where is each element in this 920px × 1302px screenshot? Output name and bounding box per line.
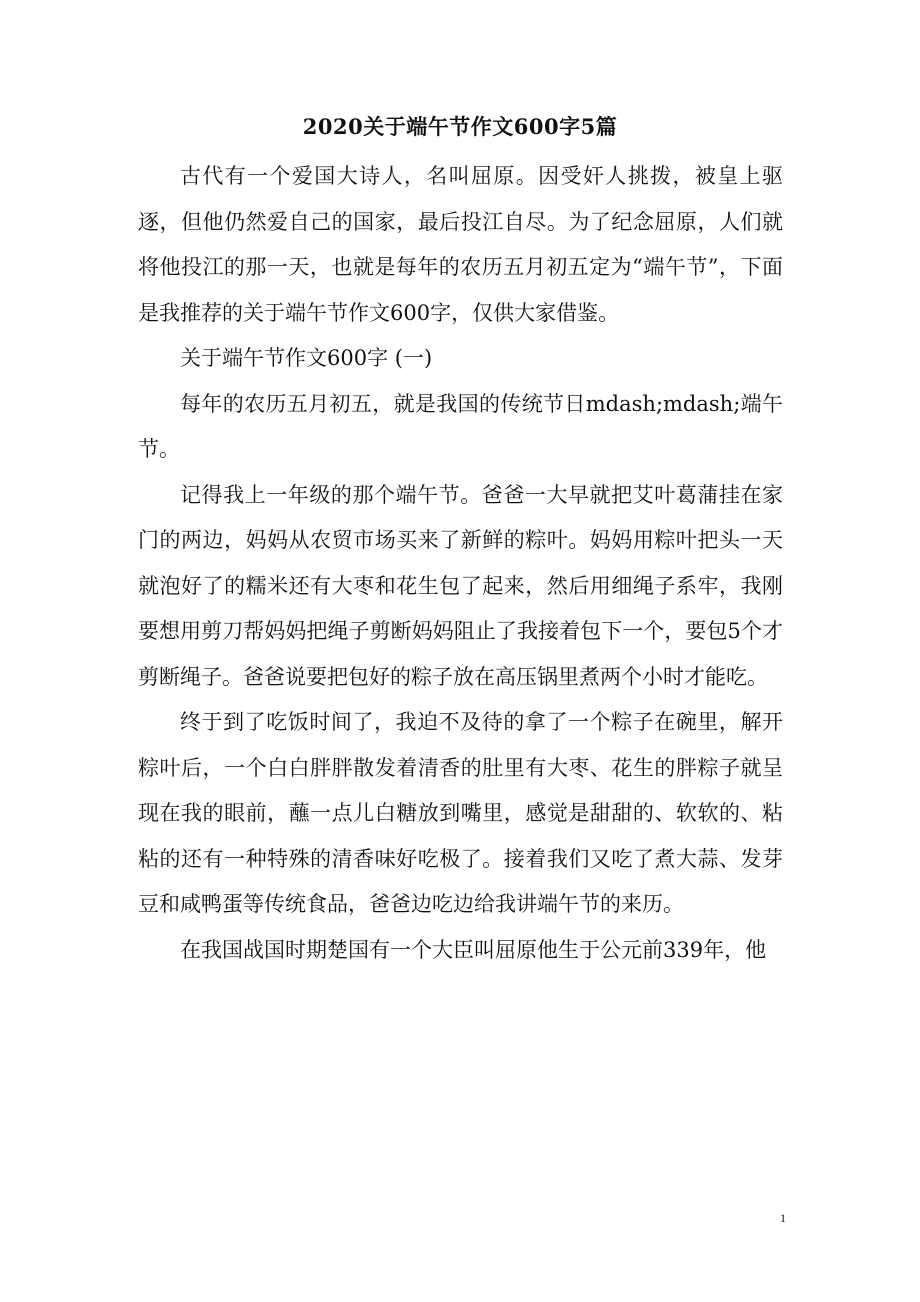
body-paragraph: 每年的农历五月初五，就是我国的传统节日mdash;mdash;端午节。 xyxy=(138,391,783,461)
page-number: 1 xyxy=(780,1211,786,1225)
intro-paragraph: 古代有一个爱国大诗人，名叫屈原。因受奸人挑拨，被皇上驱逐，但他仍然爱自己的国家，最后投江自尽。为了纪念屈原，人们就将他投江的那一天，也就是每年的农历五月初五定为“端午节”，下面是我推荐的关于端午节作文600字，仅供大家借鉴。 xyxy=(138,164,783,325)
page-title: 2020关于端午节作文600字5篇 xyxy=(302,114,618,139)
body-paragraph: 终于到了吃饭时间了，我迫不及待的拿了一个粽子在碗里，解开粽叶后，一个白白胖胖散发着清香的肚里有大枣、花生的胖粽子就呈现在我的眼前，蘸一点儿白糖放到嘴里，感觉是甜甜的、软软的、粘粘的还有一种特殊的清香味好吃极了。接着我们又吃了煮大蒜、发芽豆和咸鸭蛋等传统食品，爸爸边吃边给我讲端午节的来历。 xyxy=(138,710,783,916)
body-paragraph: 在我国战国时期楚国有一个大臣叫屈原他生于公元前339年，他 xyxy=(180,937,767,962)
section-heading: 关于端午节作文600字 (一) xyxy=(180,346,433,370)
document-body xyxy=(138,154,783,973)
body-paragraph: 记得我上一年级的那个端午节。爸爸一大早就把艾叶葛蒲挂在家门的两边，妈妈从农贸市场买来了新鲜的粽叶。妈妈用粽叶把头一天就泡好了的糯米还有大枣和花生包了起来，然后用细绳子系牢，我刚要想用剪刀帮妈妈把绳子剪断妈妈阻止了我接着包下一个，要包5个才剪断绳子。爸爸说要把包好的粽子放在高压锅里煮两个小时才能吃。 xyxy=(138,482,783,689)
